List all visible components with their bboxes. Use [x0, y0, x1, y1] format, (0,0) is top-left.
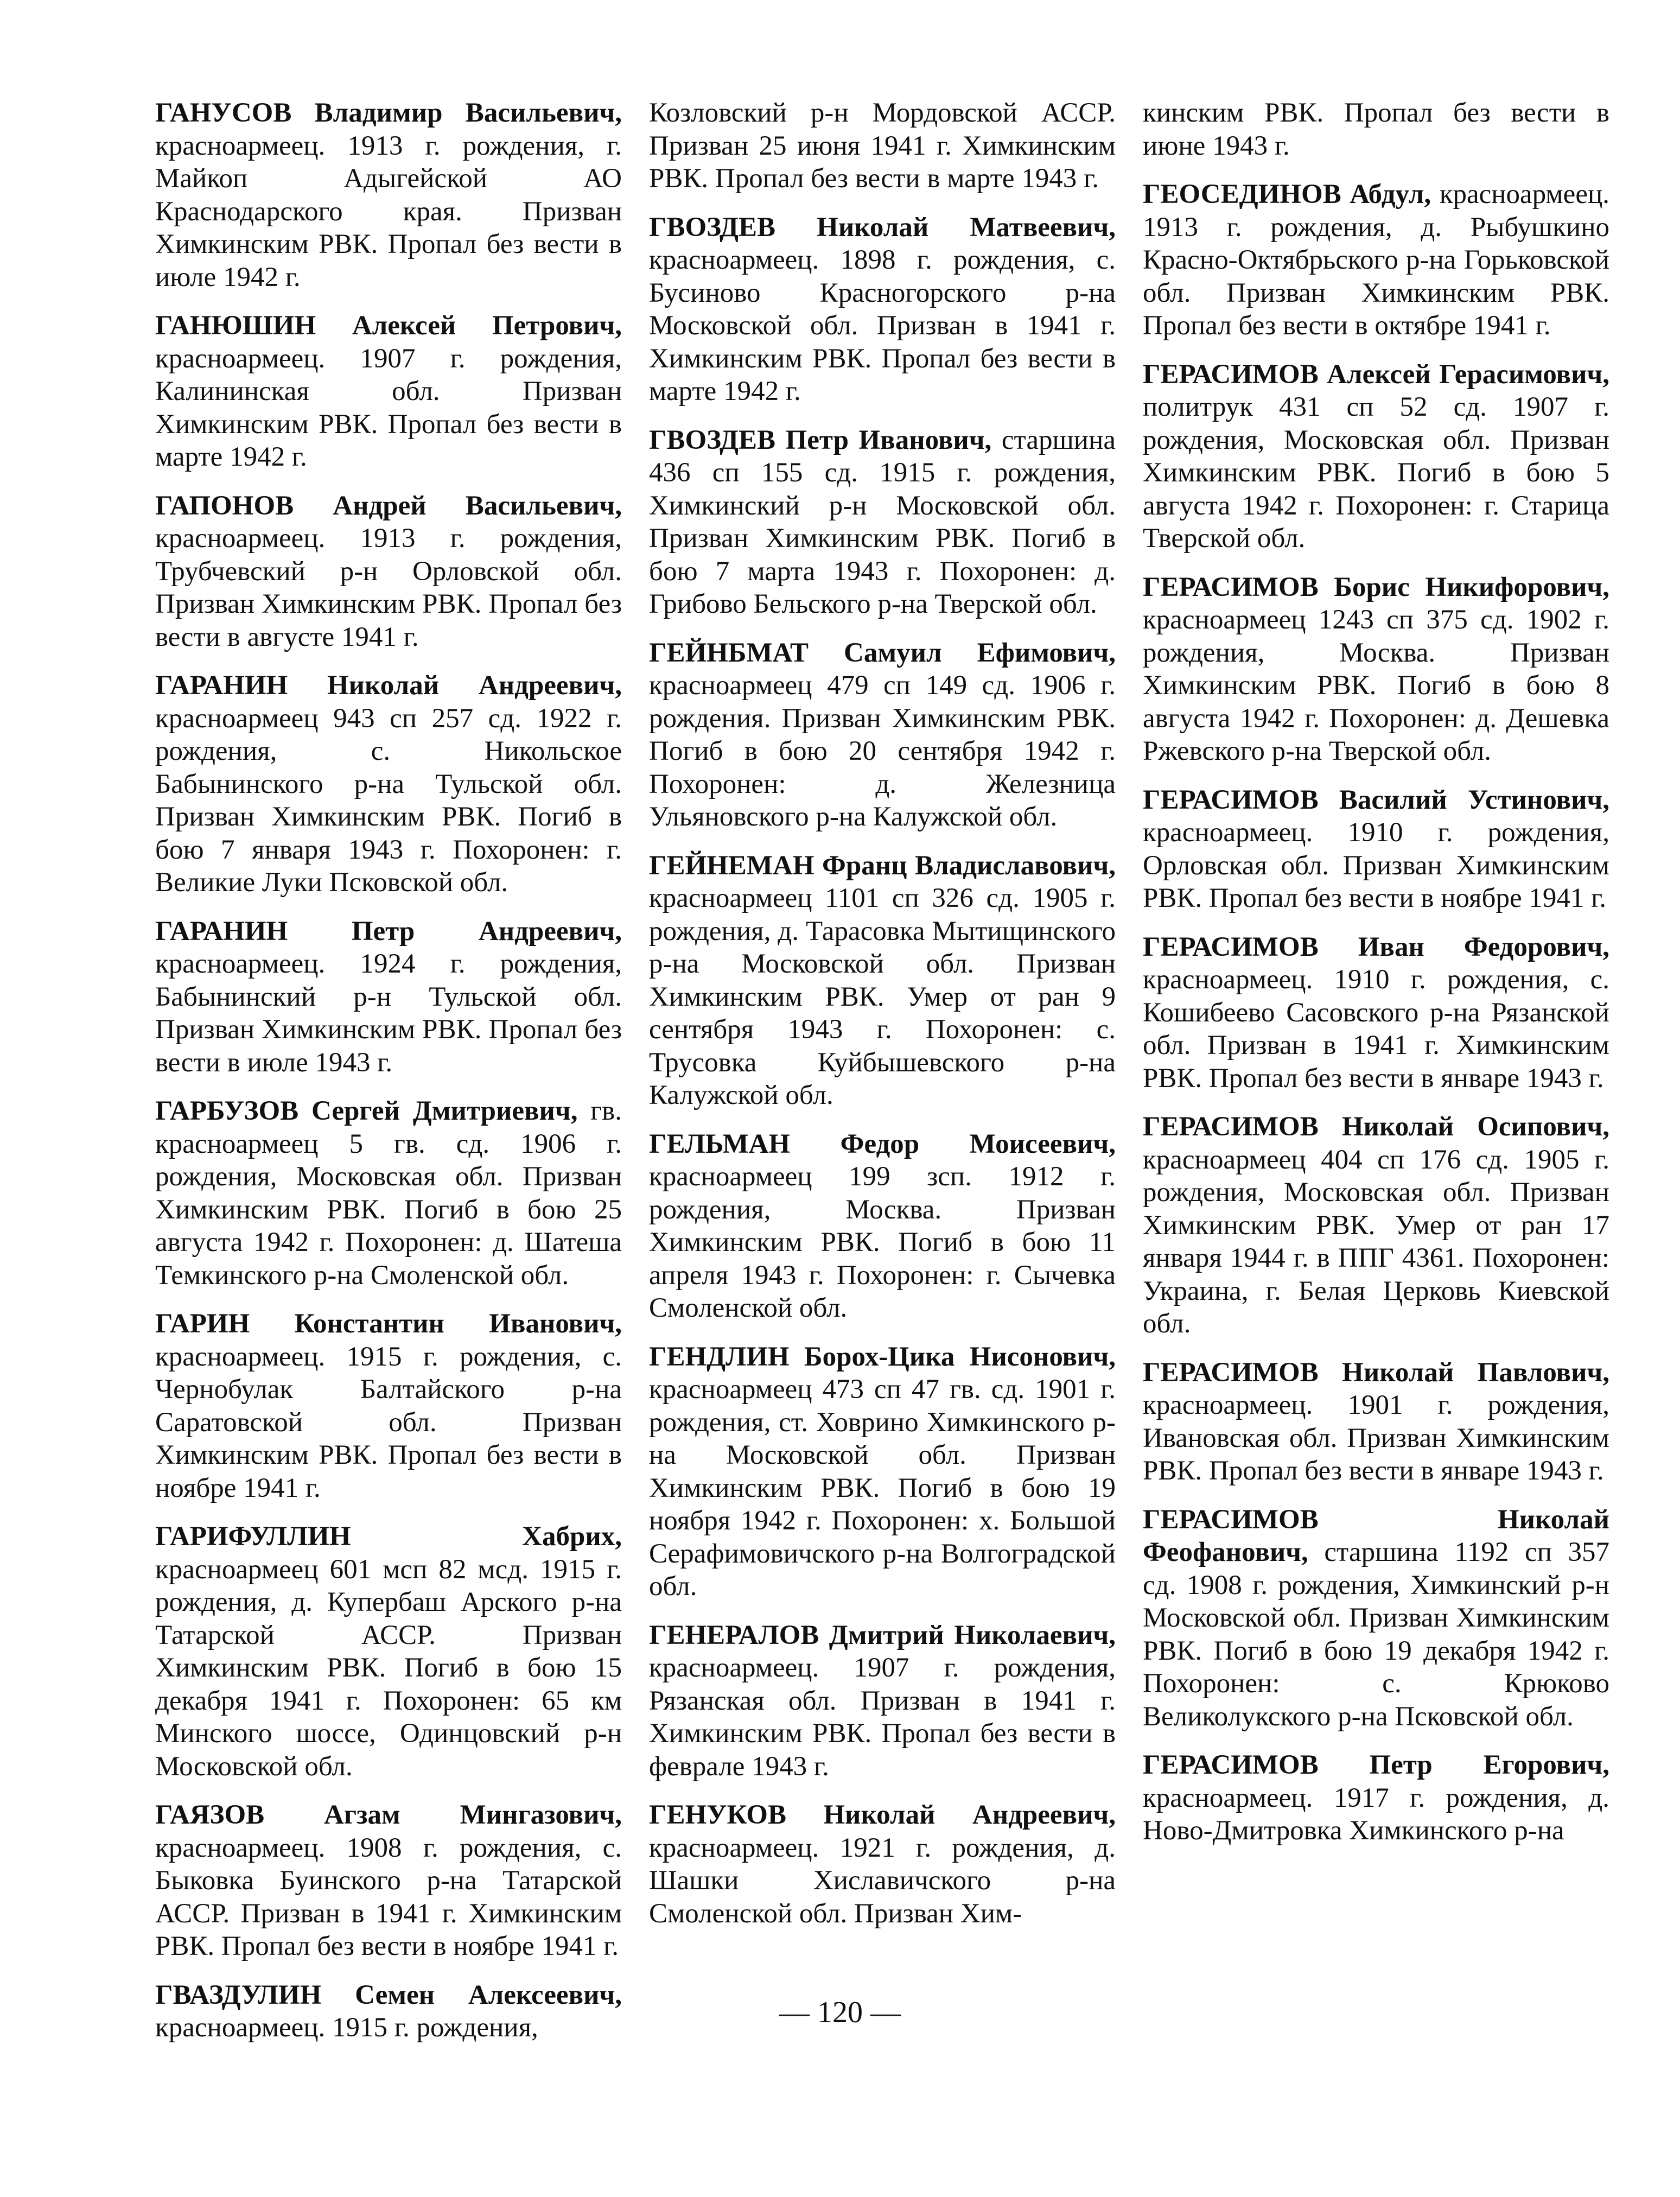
entry-text: красноармеец 1101 сп 326 сд. 1905 г. рождения, д. Тарасовка Мытищинского р-на Московской обл. Призван Химкинским РВК. Умер от ран 9 сентября 1943 г. Похоронен: с. Трусовка Куйбышевского р-на Калужской обл. — [649, 883, 1116, 1110]
entry — [649, 424, 1116, 621]
entry-name: ГЕРАСИМОВ Николай Феофанович, — [1143, 1504, 1609, 1567]
entry-text: красноармеец. 1913 г. рождения, г. Майкоп Адыгейской АО Краснодарского края. Призван Химкинским РВК. Пропал без вести в июле 1942 г. — [155, 130, 622, 293]
entry-name: ГЕРАСИМОВ Николай Осипович, — [1143, 1112, 1609, 1142]
entry-text: красноармеец 404 сп 176 сд. 1905 г. рождения, Московская обл. Призван Химкинским РВК. Умер от ран 17 января 1944 г. в ППГ 4361. Похоронен: Украина, г. Белая Церковь Киевской обл. — [1143, 1144, 1609, 1339]
entry-name: ГВОЗДЕВ Петр Иванович, — [649, 424, 992, 455]
entry-name: ГЕРАСИМОВ Василий Устинович, — [1143, 784, 1609, 815]
entry — [649, 1341, 1116, 1603]
entry-continuation — [649, 97, 1116, 195]
entry — [1143, 1110, 1609, 1341]
entry — [649, 849, 1116, 1112]
entry — [649, 1619, 1116, 1783]
entry-name: ГЕРАСИМОВ Борис Никифорович, — [1143, 572, 1609, 602]
entry-text: красноармеец. 1913 г. рождения, д. Рыбушкино Красно-Октябрьского р-на Горьковской обл. Призван Химкинским РВК. Пропал без вести в октябре 1941 г. — [1143, 179, 1609, 341]
entry — [649, 211, 1116, 408]
entry-name: ГАРИН Константин Иванович, — [155, 1309, 622, 1339]
entry-name: ГАНЮШИН Алексей Петрович, — [155, 310, 622, 341]
entry-text: красноармеец. 1921 г. рождения, д. Шашки Хиславичского р-на Смоленской обл. Призван Хим- — [649, 1832, 1116, 1929]
entry-text: красноармеец. 1907 г. рождения, Рязанская обл. Призван в 1941 г. Химкинским РВК. Пропал без вести в феврале 1943 г. — [649, 1653, 1116, 1782]
entry-text: красноармеец. 1908 г. рождения, с. Быковка Буинского р-на Татарской АССР. Призван в 1941 г. Химкинским РВК. Пропал без вести в ноябре 1941 г. — [155, 1832, 622, 1961]
entry — [155, 309, 622, 474]
page-number: — 120 — — [779, 1996, 901, 2029]
entry-text: красноармеец. 1898 г. рождения, с. Бусиново Красногорского р-на Московской обл. Призван в 1941 г. Химкинским РВК. Пропал без вести в марте 1942 г. — [649, 245, 1116, 407]
entry-name: ГЕЙНБМАТ Самуил Ефимович, — [649, 637, 1116, 668]
entry-text: красноармеец. 1913 г. рождения, Трубчевский р-н Орловской обл. Призван Химкинским РВК. Пропал без вести в августе 1941 г. — [155, 523, 622, 652]
entry-text: красноармеец. 1907 г. рождения, Калининская обл. Призван Химкинским РВК. Пропал без вести в марте 1942 г. — [155, 343, 622, 472]
entry-text: красноармеец 943 сп 257 сд. 1922 г. рождения, с. Никольское Бабынинского р-на Тульской обл. Призван Химкинским РВК. Погиб в бою 7 января 1943 г. Похоронен: г. Великие Луки Псковской обл. — [155, 703, 622, 898]
entry — [1143, 1749, 1609, 1847]
entry-name: ГЕЛЬМАН Федор Моисеевич, — [649, 1128, 1116, 1159]
entry — [155, 669, 622, 899]
entry-text: красноармеец. 1917 г. рождения, д. Ново-Дмитровка Химкинского р-на — [1143, 1782, 1609, 1846]
entry — [1143, 931, 1609, 1095]
entry-text: красноармеец. 1910 г. рождения, с. Кошибеево Сасовского р-на Рязанской обл. Призван в 1941 г. Химкинским РВК. Пропал без вести в январе 1943 г. — [1143, 964, 1609, 1094]
entry-text: кинским РВК. Пропал без вести в июне 1943 г. — [1143, 98, 1609, 161]
entry-text: старшина 436 сп 155 сд. 1915 г. рождения, Химкинский р-н Московской обл. Призван Химкинским РВК. Погиб в бою 7 марта 1943 г. Похоронен: д. Грибово Бельского р-на Тверской обл. — [649, 424, 1116, 619]
entry — [649, 1799, 1116, 1930]
entry-name: ГЕРАСИМОВ Алексей Герасимович, — [1143, 359, 1609, 390]
entry-text: гв. красноармеец 5 гв. сд. 1906 г. рождения, Московская обл. Призван Химкинским РВК. Погиб в бою 25 августа 1942 г. Похоронен: д. Шатеша Темкинского р-на Смоленской обл. — [155, 1096, 622, 1291]
column-right — [1143, 97, 1609, 1863]
entry-name: ГАРИФУЛЛИН Хабрих, — [155, 1521, 622, 1552]
entry-text: политрук 431 сп 52 сд. 1907 г. рождения, Московская обл. Призван Химкинским РВК. Погиб в бою 5 августа 1942 г. Похоронен: г. Старица Тверской обл. — [1143, 392, 1609, 554]
entry-name: ГАРБУЗОВ Сергей Дмитриевич, — [155, 1096, 578, 1126]
entry-name: ГВОЗДЕВ Николай Матвеевич, — [649, 212, 1116, 243]
entry-continuation — [1143, 97, 1609, 162]
entry — [155, 1307, 622, 1504]
entry-name: ГЕНУКОВ Николай Андреевич, — [649, 1800, 1116, 1830]
column-middle — [649, 97, 1116, 1946]
entry — [1143, 358, 1609, 555]
entry-text: красноармеец. 1924 г. рождения, Бабынинский р-н Тульской обл. Призван Химкинским РВК. Пропал без вести в июле 1943 г. — [155, 949, 622, 1078]
entry — [155, 490, 622, 654]
column-left — [155, 97, 622, 2060]
entry-text: красноармеец 479 сп 149 сд. 1906 г. рождения. Призван Химкинским РВК. Погиб в бою 20 сентября 1942 г. Похоронен: д. Железница Ульяновского р-на Калужской обл. — [649, 670, 1116, 832]
entry-name: ГАЯЗОВ Агзам Мингазович, — [155, 1800, 622, 1830]
entry-name: ГЕНЕРАЛОВ Дмитрий Николаевич, — [649, 1620, 1116, 1650]
entry-name: ГАНУСОВ Владимир Васильевич, — [155, 98, 622, 128]
entry-text: красноармеец 601 мсп 82 мсд. 1915 г. рождения, д. Купербаш Арского р-на Татарской АССР. Призван Химкинским РВК. Погиб в бою 15 декабря 1941 г. Похоронен: 65 км Минского шоссе, Одинцовский р-н Московской обл. — [155, 1554, 622, 1782]
entry-text: красноармеец. 1915 г. рождения, — [155, 2012, 538, 2043]
entry-text: Козловский р-н Мордовской АССР. Призван 25 июня 1941 г. Химкинским РВК. Пропал без вести в марте 1943 г. — [649, 98, 1116, 194]
entry-text: красноармеец 473 сп 47 гв. сд. 1901 г. рождения, ст. Ховрино Химкинского р-на Московской обл. Призван Химкинским РВК. Погиб в бою 19 ноября 1942 г. Похоронен: х. Большой Серафимовичского р-на Волгоградской обл. — [649, 1374, 1116, 1602]
entry — [1143, 571, 1609, 768]
entry-text: красноармеец 1243 сп 375 сд. 1902 г. рождения, Москва. Призван Химкинским РВК. Погиб в бою 8 августа 1942 г. Похоронен: д. Дешевка Ржевского р-на Тверской обл. — [1143, 605, 1609, 766]
entry-name: ГАРАНИН Петр Андреевич, — [155, 916, 622, 947]
entry — [155, 1799, 622, 1963]
entry — [155, 97, 622, 294]
entry-text: красноармеец 199 зсп. 1912 г. рождения, Москва. Призван Химкинским РВК. Погиб в бою 11 апреля 1943 г. Похоронен: г. Сычевка Смоленской обл. — [649, 1161, 1116, 1323]
entry-name: ГЕНДЛИН Борох-Цика Нисонович, — [649, 1341, 1116, 1372]
entry — [1143, 784, 1609, 915]
entry — [649, 637, 1116, 834]
entry — [1143, 1503, 1609, 1734]
entry — [155, 1520, 622, 1783]
entry-text: старшина 1192 сп 357 сд. 1908 г. рождения, Химкинский р-н Московской обл. Призван Химкинским РВК. Погиб в бою 19 декабря 1942 г. Похоронен: с. Крюково Великолукского р-на Псковской обл. — [1143, 1537, 1609, 1732]
entry-name: ГЕРАСИМОВ Николай Павлович, — [1143, 1357, 1609, 1388]
entry-name: ГЕЙНЕМАН Франц Владиславович, — [649, 850, 1116, 881]
entry — [1143, 178, 1609, 342]
entry — [1143, 1356, 1609, 1488]
entry — [649, 1128, 1116, 1325]
entry-name: ГЕРАСИМОВ Иван Федорович, — [1143, 931, 1609, 962]
entry — [155, 915, 622, 1080]
entry-text: красноармеец. 1910 г. рождения, Орловская обл. Призван Химкинским РВК. Пропал без вести в ноябре 1941 г. — [1143, 817, 1609, 913]
entry-name: ГАПОНОВ Андрей Васильевич, — [155, 490, 622, 521]
entry-name: ГЕОСЕДИНОВ Абдул, — [1143, 179, 1431, 209]
entry — [155, 1095, 622, 1292]
entry-name: ГВАЗДУЛИН Семен Алексеевич, — [155, 1979, 622, 2010]
entry-name: ГАРАНИН Николай Андреевич, — [155, 670, 622, 701]
entry-name: ГЕРАСИМОВ Петр Егорович, — [1143, 1750, 1609, 1780]
entry-text: красноармеец. 1901 г. рождения, Ивановская обл. Призван Химкинским РВК. Пропал без вести в январе 1943 г. — [1143, 1390, 1609, 1486]
entry-text: красноармеец. 1915 г. рождения, с. Чернобулак Балтайского р-на Саратовской обл. Призван Химкинским РВК. Пропал без вести в ноябре 1941 г. — [155, 1341, 622, 1503]
